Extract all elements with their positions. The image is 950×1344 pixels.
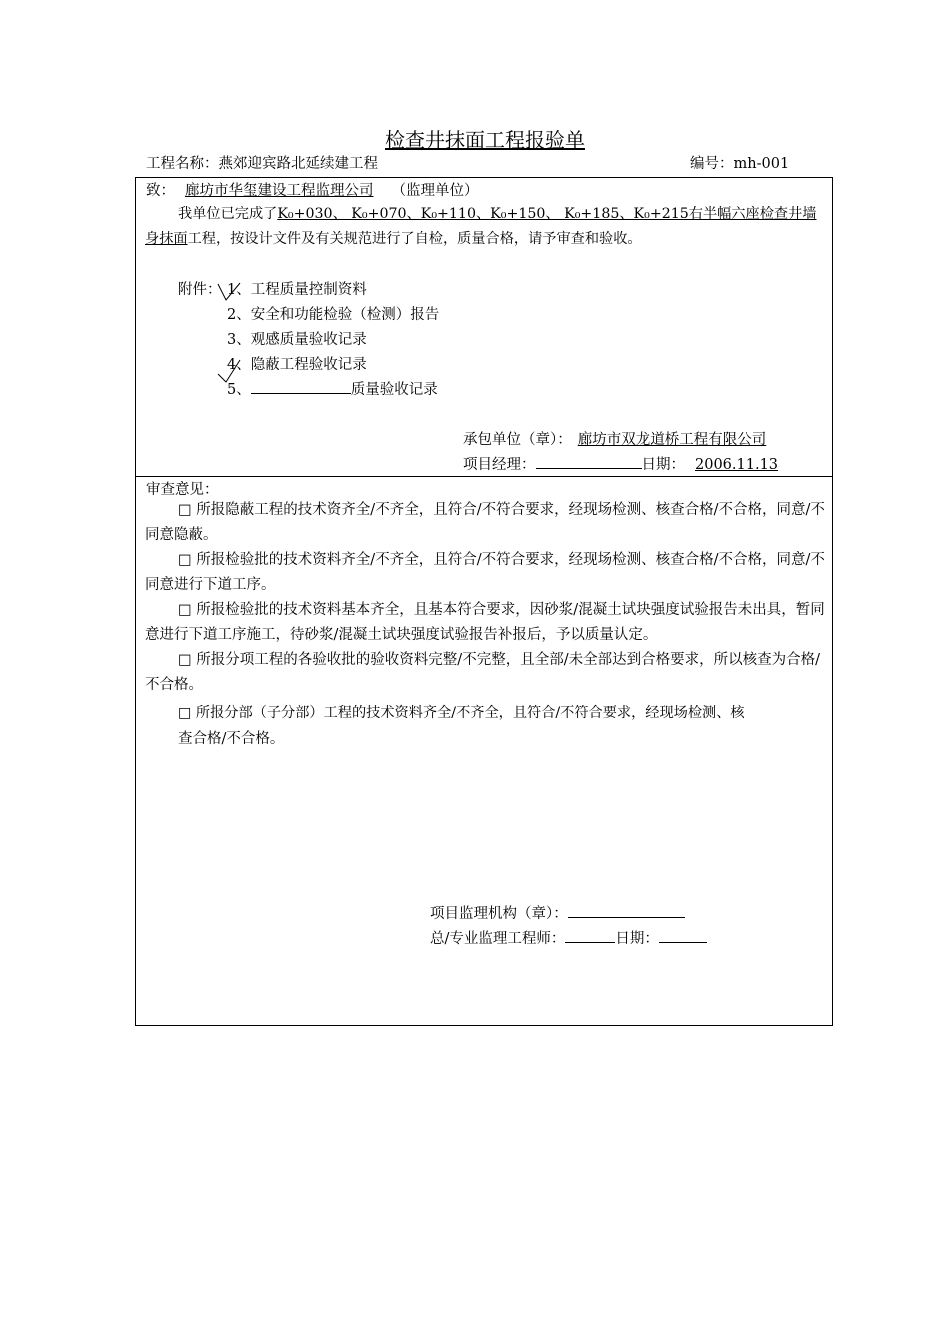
attachments-label: 附件： [178,282,222,298]
project-name: 燕郊迎宾路北延续建工程 [218,156,378,172]
review-date-blank [659,927,707,943]
review-option-5-line2: 查合格/不合格。 [178,731,285,747]
attachment-3: 3、观感质量验收记录 [227,332,367,348]
attachment-5 [227,378,438,399]
engineer-label: 总/专业监理工程师： [430,931,566,947]
review-option-1-text: □ 所报隐蔽工程的技术资齐全/不齐全，且符合/不符合要求，经现场检测、核查合格/不合格，同意/不同意隐蔽。 [145,502,825,543]
review-option-1 [145,498,826,548]
review-option-4-text: □ 所报分项工程的各验收批的验收资料完整/不完整，且全部/未全部达到合格要求，所以核查为合格/不合格。 [145,652,820,693]
contractor-label: 承包单位（章）： [463,432,572,448]
check-mark-icon [216,356,244,386]
project-name-line [146,152,378,173]
org-label: 项目监理机构（章）： [430,906,568,922]
body-suffix: 工程，按设计文件及有关规范进行了自检，质量合格，请予审查和验收。 [187,231,642,247]
completion-statement [145,202,826,252]
date-value: 2006.11.13 [695,457,779,473]
form-number [690,152,789,173]
page-title: 检查井抹面工程报验单 [385,128,585,152]
supervisor-company: 廊坊市华玺建设工程监理公司 [185,183,374,199]
addressee-line [146,179,479,200]
date-label: 日期： [641,457,685,473]
number-value: mh-001 [733,156,790,172]
manager-label: 项目经理： [463,457,536,473]
check-mark-icon [216,280,244,306]
review-option-2-text: □ 所报检验批的技术资料齐全/不齐全，且符合/不符合要求，经现场检测、核查合格/不合格，同意/不同意进行下道工序。 [145,552,825,593]
review-label: 审查意见： [146,482,219,498]
review-option-4 [145,648,826,698]
engineer-line [430,927,707,948]
review-date-label: 日期： [615,931,659,947]
attachment-1: 1、工程质量控制资料 [227,282,367,298]
review-option-5-line1: □ 所报分部（子分部）工程的技术资料齐全/不齐全，且符合/不符合要求，经现场检测、核 [178,705,745,721]
review-option-3 [145,598,826,648]
engineer-signature-blank [565,927,615,943]
org-signature-blank [568,902,685,918]
manager-line [463,453,782,474]
number-label: 编号： [690,156,734,172]
review-option-2 [145,548,826,598]
body-stations: K₀+030、 K₀+070、K₀+110、K₀+150、 K₀+185、K₀+215右半幅六座检查井墙身抹面 [145,206,817,247]
contractor-line [463,428,770,449]
supervisor-suffix: （监理单位） [391,183,479,199]
attachment-4: 4、隐蔽工程验收记录 [227,357,367,373]
to-label: 致： [146,183,175,199]
attachment-5-prefix: 5、 [227,382,251,398]
attachment-5-blank [251,378,351,394]
attachment-5-suffix: 质量验收记录 [350,382,438,398]
project-label: 工程名称： [146,156,219,172]
review-option-3-text: □ 所报检验批的技术资料基本齐全，且基本符合要求，因砂浆/混凝土试块强度试验报告未出具，暂同意进行下道工序施工，待砂浆/混凝土试块强度试验报告补报后，予以质量认定。 [145,602,825,643]
body-prefix: 我单位已完成了 [178,206,278,222]
manager-signature-blank [536,453,642,469]
supervision-org-line [430,902,685,923]
contractor-name: 廊坊市双龙道桥工程有限公司 [577,432,767,448]
attachment-2: 2、安全和功能检验（检测）报告 [227,307,440,323]
